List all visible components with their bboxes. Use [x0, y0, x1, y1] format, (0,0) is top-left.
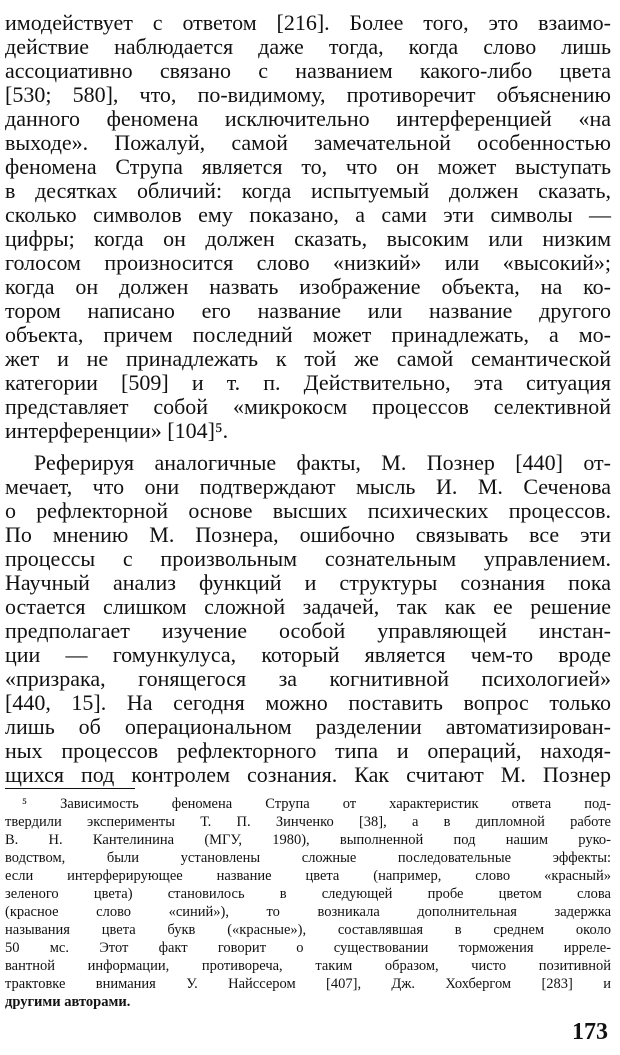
footnote-line: трактовке внимания У. Найссером [407], Дж. Хохбергом [283] и: [5, 976, 611, 992]
footnote-line: вантной информации, противореча, таким образом, чисто позитивной: [5, 958, 611, 974]
footnote-line-end: другими авторами.: [5, 994, 131, 1010]
body-line: остается слишком сложной задачей, так как ее решение: [5, 594, 611, 619]
body-line: «призрака, гонящегося за когнитивной психологией»: [5, 666, 611, 691]
body-line: По мнению М. Познера, ошибочно связывать все эти: [5, 522, 611, 547]
body-line: процессы с произвольным сознательным управлением.: [5, 546, 611, 571]
body-line: мечает, что они подтверждают мысль И. М. Сеченова: [5, 474, 611, 499]
page-number: 173: [572, 1019, 608, 1045]
body-line: ции — гомункулуса, который является чем-то вроде: [5, 642, 611, 667]
footnote-line: 50 мс. Этот факт говорит о существовании торможения ирреле-: [5, 940, 611, 956]
body-line: лишь об операциональном разделении автоматизирован-: [5, 714, 611, 739]
body-line: [530; 580], что, по-видимому, противоречит объяснению: [5, 82, 611, 107]
body-line: феномена Струпа является то, что он может выступать: [5, 154, 611, 179]
footnote-line: (красное слово «синий»), то возникала дополнительная задержка: [5, 904, 611, 920]
footnote-line: В. Н. Кантелинина (МГУ, 1980), выполненной под нашим руко-: [5, 832, 611, 848]
footnote-line: если интерферирующее название цвета (например, слово «красный»: [5, 868, 611, 884]
footnote-line: твердили эксперименты Т. П. Зинченко [38], а в дипломной работе: [5, 814, 611, 830]
body-line: представляет собой «микрокосм процессов селективной: [5, 394, 611, 419]
footnote-line: зеленого цвета) становилось в следующей пробе цветом слова: [5, 886, 611, 902]
body-line: цифры; когда он должен сказать, высоким или низким: [5, 226, 611, 251]
body-line: выходе». Пожалуй, самой замечательной особенностью: [5, 130, 611, 155]
body-line: тором написано его название или название другого: [5, 298, 611, 323]
body-line: [440, 15]. На сегодня можно поставить вопрос только: [5, 690, 611, 715]
body-line: объекта, причем последний может принадлежать, а мо-: [5, 322, 611, 347]
footnote-line: называния цвета букв («красные»), составлявшая в среднем около: [5, 922, 611, 938]
body-line: действие наблюдается даже тогда, когда слово лишь: [5, 34, 611, 59]
body-line: данного феномена исключительно интерференцией «на: [5, 106, 611, 131]
body-line: сколько символов ему показано, а сами эти символы —: [5, 202, 611, 227]
footnote-line-start: ⁵ Зависимость феномена Струпа от характеристик ответа под-: [22, 796, 611, 812]
body-line: имодействует с ответом [216]. Более того, это взаимо-: [5, 10, 611, 35]
body-line: голосом произносится слово «низкий» или «высокий»;: [5, 250, 611, 275]
body-line-paragraph-end: интерференции» [104]⁵.: [5, 418, 229, 443]
footnote-line: водством, были установлены сложные последовательные эффекты:: [5, 850, 611, 866]
body-line: о рефлекторной основе высших психических процессов.: [5, 498, 611, 523]
body-line: жет и не принадлежать к той же самой семантической: [5, 346, 611, 371]
body-line: ассоциативно связано с названием какого-либо цвета: [5, 58, 611, 83]
body-line-paragraph-start: Реферируя аналогичные факты, М. Познер [440] от-: [34, 450, 611, 475]
body-line: когда он должен назвать изображение объекта, на ко-: [5, 274, 611, 299]
body-line: категории [509] и т. п. Действительно, эта ситуация: [5, 370, 611, 395]
body-line: Научный анализ функций и структуры сознания пока: [5, 570, 611, 595]
body-line: ных процессов рефлекторного типа и операций, находя-: [5, 738, 611, 763]
body-line: предполагает изучение особой управляющей инстан-: [5, 618, 611, 643]
body-line: щихся под контролем сознания. Как считают М. Познер: [5, 762, 611, 787]
body-line: в десятках обличий: когда испытуемый должен сказать,: [5, 178, 611, 203]
footnote-separator: [5, 788, 135, 789]
